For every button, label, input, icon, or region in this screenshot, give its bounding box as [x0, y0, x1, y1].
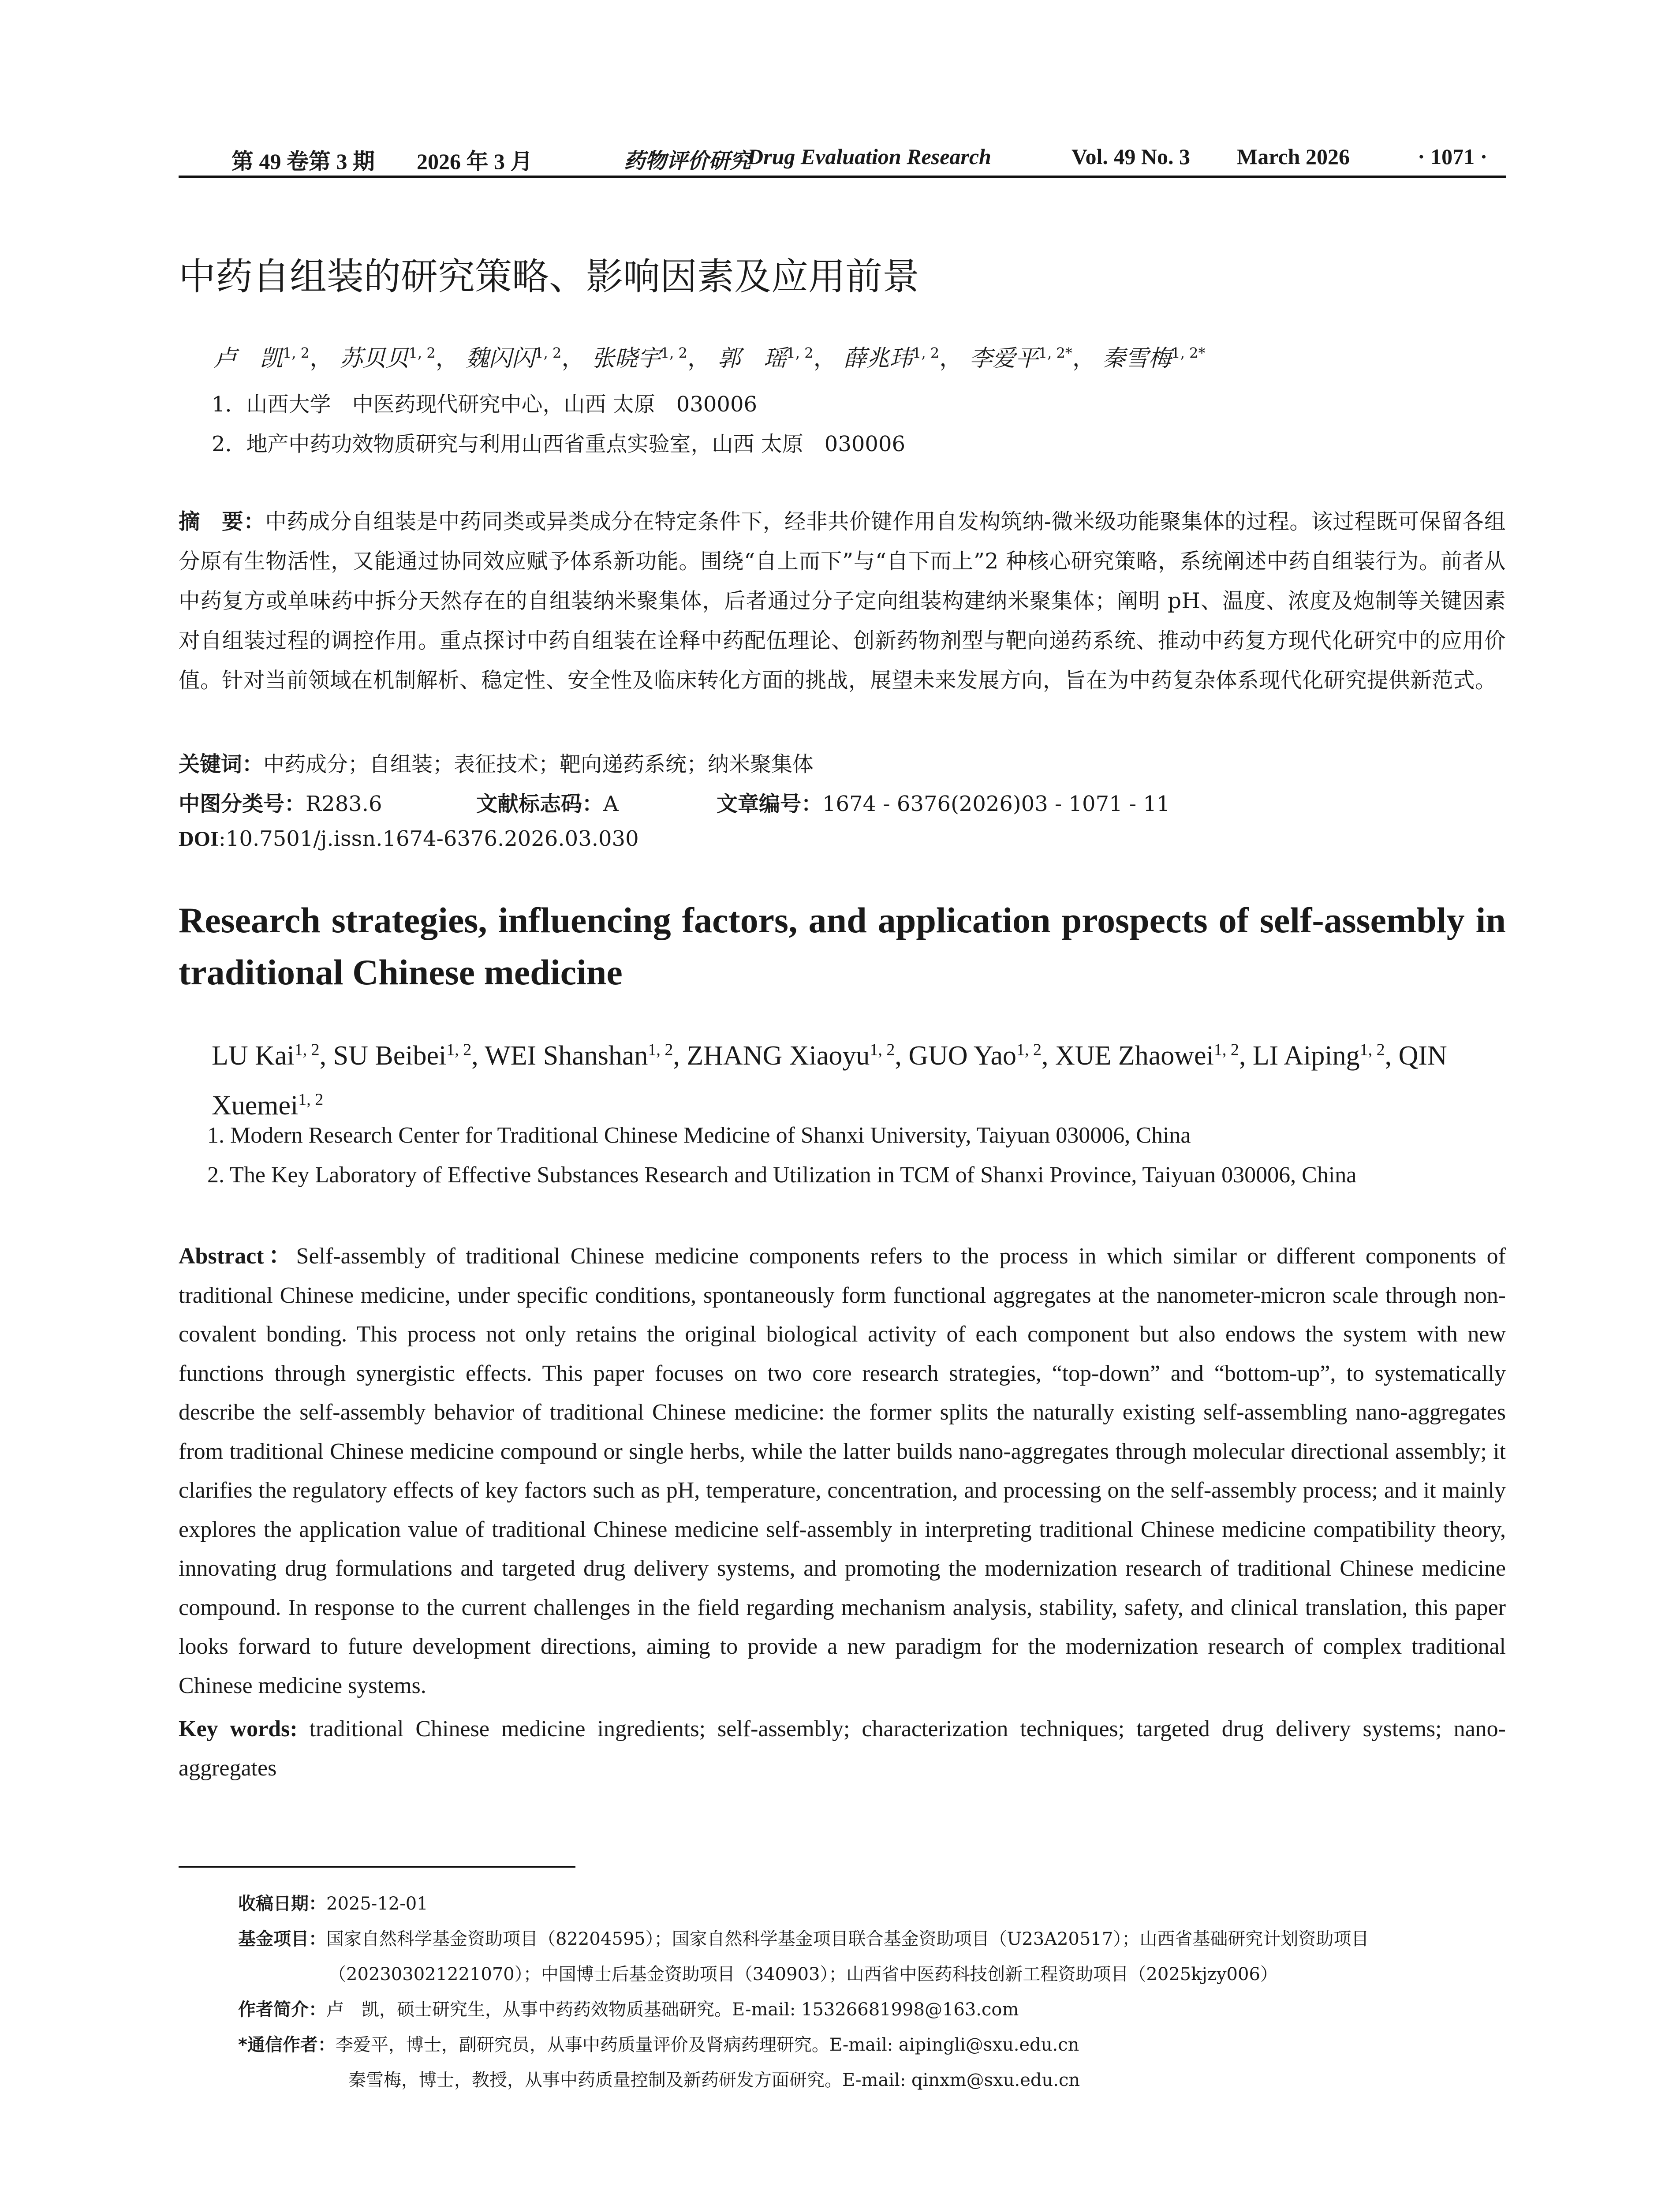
cn-title: 中药自组装的研究策略、影响因素及应用前景: [179, 255, 920, 298]
doccode-value: A: [603, 792, 619, 816]
cn-abstract-text: 中药成分自组装是中药同类或异类成分在特定条件下，经非共价键作用自发构筑纳-微米级功能聚集体的过程。该过程既可保留各组分原有生物活性，又能通过协同效应赋予体系新功能。围绕“自上而下”与“自下而上”2 种核心研究策略，系统阐述中药自组装行为。前者从中药复方或单味药中拆分天然存在的自组装纳米聚集体，后者通过分子定向组装构建纳米聚集体；阐明 pH、温度、浓度及炮制等关键因素对自组装过程的调控作用。重点探讨中药自组装在诠释中药配伍理论、创新药物剂型与靶向递药系统、推动中药复方现代化研究中的应用价值。针对当前领域在机制解析、稳定性、安全性及临床转化方面的挑战，展望未来发展方向，旨在为中药复杂体系现代化研究提供新范式。: [179, 509, 1506, 693]
cn-article-number: [717, 787, 1170, 817]
article-number-value: 1674 - 6376(2026)03 - 1071 - 11: [822, 792, 1170, 816]
cn-keywords-text: 中药成分；自组装；表征技术；靶向递药系统；纳米聚集体: [263, 752, 814, 777]
header-volume-en: Vol. 49 No. 3: [1071, 144, 1191, 169]
footnote-divider: [179, 1866, 575, 1868]
cn-author: 李爱平$^{1, 2*}$，: [969, 344, 1095, 372]
doi-line: [179, 826, 639, 851]
footnote-funding: 基金项目：国家自然科学基金资助项目（82204595）；国家自然科学基金项目联合基金资助项目（U23A20517）；山西省基础研究计划资助项目: [238, 1929, 1369, 1949]
cn-abstract-label: 摘 要：: [179, 509, 265, 534]
doccode-label: 文献标志码：: [476, 792, 604, 816]
cn-author: 薛兆玮$^{1, 2}$，: [844, 344, 963, 372]
en-author: GUO Yao$^{1, 2}$,: [908, 1040, 1055, 1071]
en-author: SU Beibei$^{1, 2}$,: [333, 1040, 485, 1071]
doi-label: DOI: [179, 827, 219, 851]
en-abstract-text: Self-assembly of traditional Chinese medicine components refers to the process in which similar or different components of traditional Chinese medicine, under specific conditions, spontaneously form functional aggregates at the nanometer-micron scale through non-covalent bonding. This process not only retains the original biological activity of each component but also endows the system with new functions through synergistic effects. This paper focuses on two core research strategies, “top-down” and “bottom-up”, to systematically describe the self-assembly behavior of traditional Chinese medicine: the former splits the naturally existing self-assembling nano-aggregates from traditional Chinese medicine compound or single herbs, while the latter builds nano-aggregates through molecular directional assembly; it clarifies the regulatory effects of key factors such as pH, temperature, concentration, and processing on the self-assembly process; and it mainly explores the application value of traditional Chinese medicine self-assembly in interpreting traditional Chinese medicine compatibility theory, innovating drug formulations and targeted drug delivery systems, and promoting the modernization research of traditional Chinese medicine compound. In response to the current challenges in the field regarding mechanism analysis, stability, safety, and clinical translation, this paper looks forward to future development directions, aiming to provide a new paradigm for the modernization research of complex traditional Chinese medicine systems.: [179, 1244, 1506, 1698]
en-author: LU Kai$^{1, 2}$,: [212, 1040, 333, 1071]
header-journal-en: Drug Evaluation Research: [747, 144, 991, 169]
en-author: XUE Zhaowei$^{1, 2}$,: [1055, 1040, 1253, 1071]
en-author: LI Aiping$^{1, 2}$,: [1252, 1040, 1399, 1071]
cn-author: 魏闪闪$^{1, 2}$，: [466, 344, 585, 372]
cn-keywords: [179, 747, 814, 777]
cn-author: 张晓宇$^{1, 2}$，: [591, 344, 710, 372]
header-journal-cn: 药物评价研究: [624, 149, 751, 173]
footnote-corresponding: *通信作者：李爱平，博士，副研究员，从事中药质量评价及肾病药理研究。E-mail: aipingli@sxu.edu.cn: [238, 2035, 1079, 2055]
clc-label: 中图分类号：: [179, 792, 306, 816]
article-number-label: 文章编号：: [717, 792, 823, 816]
en-affiliation-2: 2. The Key Laboratory of Effective Substances Research and Utilization in TCM of Shanxi Province, Taiyuan 030006, China: [207, 1162, 1357, 1188]
en-keywords-label: Key words:: [179, 1716, 298, 1742]
header-date-cn: 2026 年 3 月: [417, 149, 533, 174]
cn-affiliation-2: 2．地产中药功效物质研究与利用山西省重点实验室，山西 太原 030006: [212, 432, 906, 456]
en-abstract: [179, 1237, 1506, 1705]
cn-affiliation-1: 1．山西大学 中医药现代研究中心，山西 太原 030006: [212, 392, 758, 417]
cn-author: 卢 凯$^{1, 2}$，: [214, 344, 333, 372]
cn-author: 苏贝贝$^{1, 2}$，: [340, 344, 459, 372]
clc-value: R283.6: [306, 792, 382, 816]
en-title: Research strategies, influencing factors, and application prospects of self-assembly in traditional Chinese medicine: [179, 900, 1506, 992]
cn-doccode: [476, 787, 619, 817]
doi-value[interactable]: :10.7501/j.issn.1674-6376.2026.03.030: [218, 826, 639, 851]
footnote-received: 收稿日期：2025-12-01: [238, 1894, 428, 1914]
en-author-list: [212, 1028, 1517, 1128]
en-author: WEI Shanshan$^{1, 2}$,: [485, 1040, 687, 1071]
cn-author: 秦雪梅$^{1, 2*}$: [1102, 344, 1206, 372]
cn-author: 郭 瑶$^{1, 2}$，: [717, 344, 836, 372]
en-author: ZHANG Xiaoyu$^{1, 2}$,: [687, 1040, 909, 1071]
footnote-author-bio: 作者简介：卢 凯，硕士研究生，从事中药药效物质基础研究。E-mail: 15326681998@163.com: [238, 1999, 1019, 2020]
footnote-corresponding-continued: 秦雪梅，博士，教授，从事中药质量控制及新药研发方面研究。E-mail: qinxm@sxu.edu.cn: [348, 2070, 1080, 2090]
header-issue-cn: 第 49 卷第 3 期: [231, 149, 375, 174]
cn-keywords-label: 关键词：: [179, 752, 264, 777]
running-header: [179, 140, 1506, 178]
en-abstract-label: Abstract：: [179, 1244, 296, 1269]
header-date-en: March 2026: [1237, 144, 1350, 169]
en-keywords: [179, 1710, 1506, 1788]
header-page-number: · 1071 ·: [1418, 144, 1488, 169]
cn-author-list: [214, 340, 1205, 373]
footnote-funding-continued: （202303021221070）；中国博士后基金资助项目（340903）；山西省中医药科技创新工程资助项目（2025kjzy006）: [329, 1964, 1278, 1984]
en-affiliation-1: 1. Modern Research Center for Traditional Chinese Medicine of Shanxi University, Taiyuan 030006, China: [207, 1123, 1191, 1148]
en-author: QIN Xuemei$^{1, 2}$: [212, 1040, 1447, 1121]
en-keywords-text: traditional Chinese medicine ingredients; self-assembly; characterization techniques; targeted drug delivery systems; nano-aggregates: [179, 1716, 1506, 1781]
cn-classification-row: [179, 787, 382, 817]
cn-abstract: [179, 502, 1506, 700]
